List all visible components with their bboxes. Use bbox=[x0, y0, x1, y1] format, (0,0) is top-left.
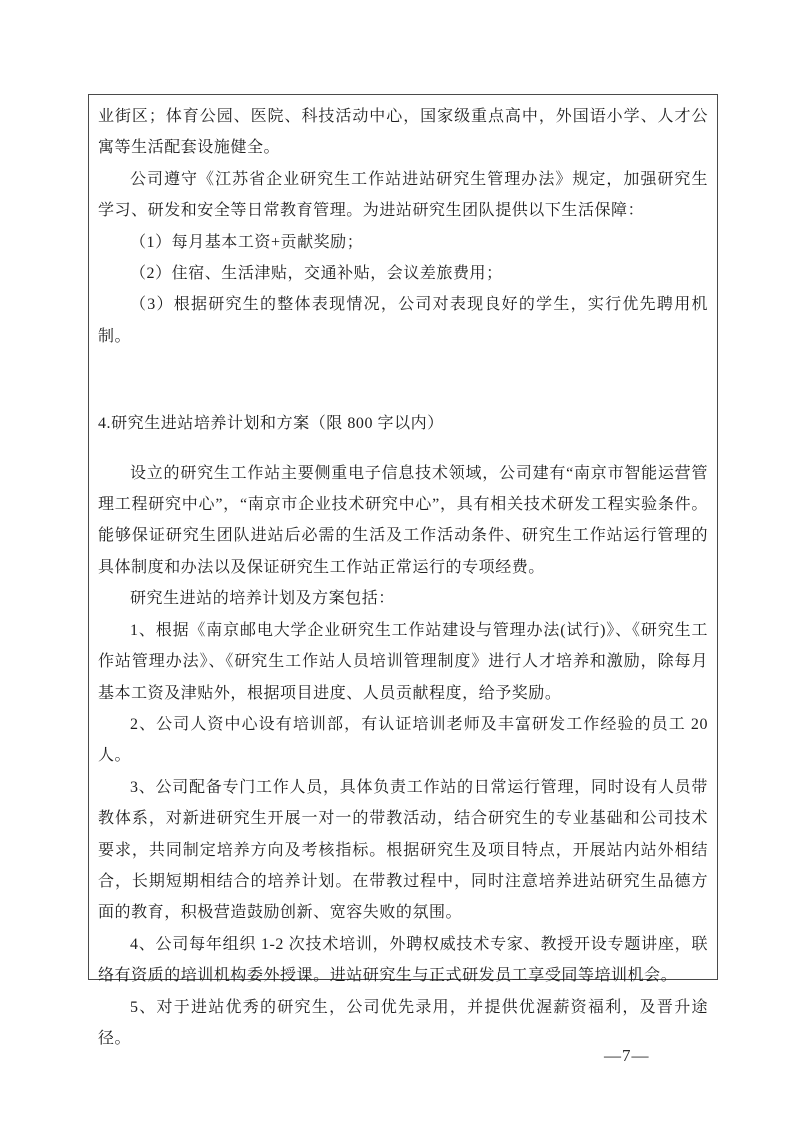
paragraph-continuation: 业街区；体育公园、医院、科技活动中心，国家级重点高中，外国语小学、人才公寓等生活配套设施健全。 bbox=[98, 108, 708, 157]
list-item-3: （3）根据研究生的整体表现情况，公司对表现良好的学生，实行优先聘用机制。 bbox=[98, 296, 708, 345]
paragraph-policy: 公司遵守《江苏省企业研究生工作站进站研究生管理办法》规定，加强研究生学习、研发和安全等日常教育管理。为进站研究生团队提供以下生活保障： bbox=[98, 170, 708, 220]
section4-paragraph-plan-lead: 研究生进站的培养计划及方案包括： bbox=[130, 590, 395, 608]
list-item-2: （2）住宿、生活津贴，交通补贴，会议差旅费用； bbox=[130, 265, 503, 283]
section4-paragraph-intro: 设立的研究生工作站主要侧重电子信息技术领域，公司建有“南京市智能运营管理工程研究中心”，“南京市企业技术研究中心”，具有相关技术研发工程实验条件。能够保证研究生团队进站后必需的生活及工作活动条件、研究生工作站运行管理的具体制度和办法以及保证研究生工作站正常运行的专项经费。 bbox=[98, 464, 708, 576]
section4-item-5: 5、对于进站优秀的研究生，公司优先录用，并提供优渥薪资福利，及晋升途径。 bbox=[98, 998, 708, 1047]
section4-item-3: 3、公司配备专门工作人员，具体负责工作站的日常运行管理，同时设有人员带教体系，对新进研究生开展一对一的带教活动，结合研究生的专业基础和公司技术要求，共同制定培养方向及考核指标。根据研究生及项目特点，开展站内站外相结合，长期短期相结合的培养计划。在带教过程中，同时注意培养进站研究生品德方面的教育，积极营造鼓励创新、宽容失败的氛围。 bbox=[98, 778, 708, 922]
section4-item-1: 1、根据《南京邮电大学企业研究生工作站建设与管理办法(试行)》、《研究生工作站管理办法》、《研究生工作站人员培训管理制度》进行人才培养和激励，除每月基本工资及津贴外，根据项目进度、人员贡献程度，给予奖励。 bbox=[98, 621, 708, 702]
page-number: —7— bbox=[604, 1046, 650, 1065]
section4-heading: 4.研究生进站培养计划和方案（限 800 字以内） bbox=[98, 415, 444, 433]
section4-item-2: 2、公司人资中心设有培训部，有认证培训老师及丰富研发工作经验的员工 20 人。 bbox=[98, 715, 708, 765]
section4-item-4: 4、公司每年组织 1-2 次技术培训，外聘权威技术专家、教授开设专题讲座，联络有资质的培训机构委外授课。进站研究生与正式研发员工享受同等培训机会。 bbox=[98, 935, 708, 985]
list-item-1: （1）每月基本工资+贡献奖励； bbox=[130, 233, 364, 251]
form-cell bbox=[88, 94, 718, 1047]
